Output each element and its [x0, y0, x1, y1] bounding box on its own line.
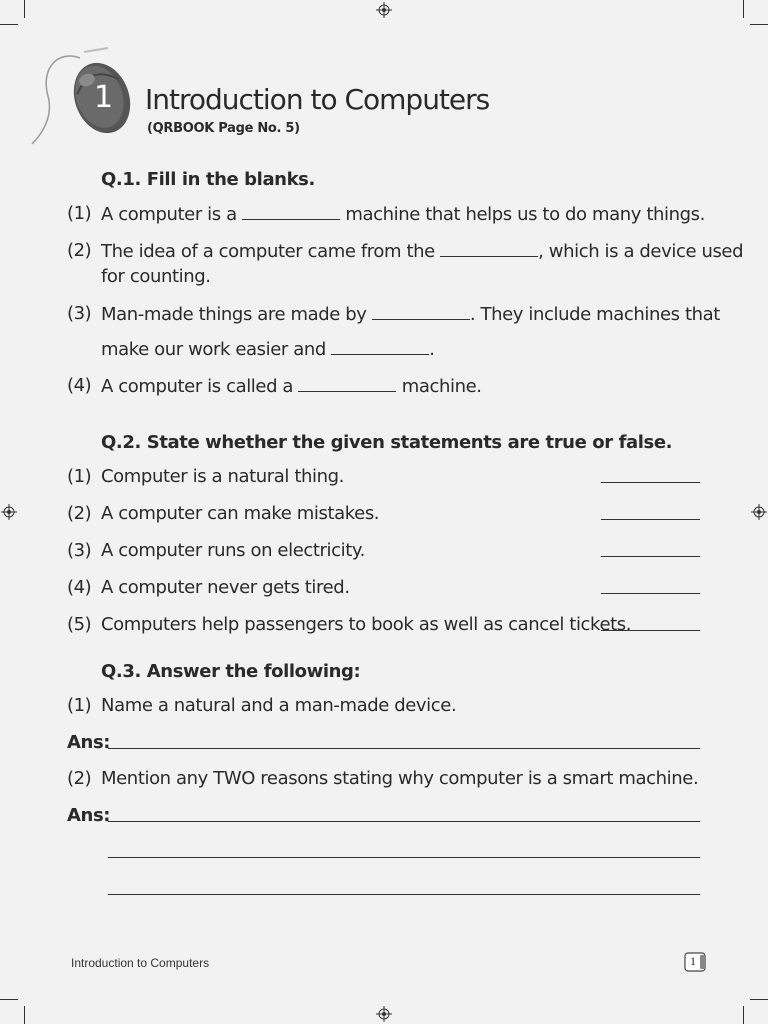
- crop-mark: [743, 1006, 744, 1024]
- q1-item-2: [101, 240, 743, 262]
- q3-item-text: Mention any TWO reasons stating why computer is a smart machine.: [101, 768, 699, 789]
- answer-blank[interactable]: [601, 519, 700, 520]
- answer-line[interactable]: [108, 857, 700, 858]
- q3-heading: Q.3. Answer the following:: [101, 661, 361, 682]
- registration-mark-icon: [751, 504, 767, 520]
- q1-item-3-continued: [101, 338, 435, 360]
- q1-item-3: [101, 303, 720, 325]
- q1-item-text: machine that helps us to do many things.: [340, 204, 705, 225]
- answer-line[interactable]: [108, 821, 700, 822]
- q1-item-text: , which is a device used: [538, 241, 744, 262]
- crop-mark: [750, 999, 768, 1000]
- crop-mark: [743, 0, 744, 18]
- answer-line[interactable]: [108, 894, 700, 895]
- registration-mark-icon: [376, 1006, 392, 1022]
- q1-item-text: . They include machines that: [469, 304, 720, 325]
- q1-item-4: [101, 375, 482, 397]
- q2-item-number: (3): [67, 540, 92, 561]
- q1-item-text: Man-made things are made by: [101, 304, 372, 325]
- q1-item-text: make our work easier and: [101, 339, 332, 360]
- chapter-number: 1: [94, 80, 114, 115]
- q1-item-number: (3): [67, 303, 92, 324]
- registration-mark-icon: [376, 2, 392, 18]
- q1-item-text: A computer is called a: [101, 376, 299, 397]
- q1-item-number: (2): [67, 240, 92, 261]
- crop-mark: [24, 1006, 25, 1024]
- q1-item-number: (4): [67, 375, 92, 396]
- answer-blank[interactable]: [601, 556, 700, 557]
- q3-item-text: Name a natural and a man-made device.: [101, 695, 457, 716]
- fill-blank[interactable]: [242, 203, 340, 220]
- q2-item-text: A computer never gets tired.: [101, 577, 350, 598]
- answer-blank[interactable]: [601, 593, 700, 594]
- page-number: 1: [690, 954, 696, 968]
- answer-blank[interactable]: [601, 630, 700, 631]
- q2-item-number: (4): [67, 577, 92, 598]
- q1-item-text: The idea of a computer came from the: [101, 241, 441, 262]
- answer-label: Ans:: [67, 732, 111, 753]
- fill-blank[interactable]: [298, 375, 396, 392]
- page-badge-icon: [684, 952, 708, 972]
- q1-item-text: machine.: [396, 376, 482, 397]
- q1-item-1: [101, 203, 705, 225]
- answer-blank[interactable]: [601, 482, 700, 483]
- q1-heading: Q.1. Fill in the blanks.: [101, 169, 315, 190]
- answer-line[interactable]: [108, 748, 700, 749]
- q2-item-number: (5): [67, 614, 92, 635]
- fill-blank[interactable]: [440, 240, 538, 257]
- q3-item-number: (1): [67, 695, 92, 716]
- q2-heading: Q.2. State whether the given statements are true or false.: [101, 432, 673, 453]
- q2-item-number: (2): [67, 503, 92, 524]
- q3-item-number: (2): [67, 768, 92, 789]
- book-reference: (QRBOOK Page No. 5): [147, 121, 300, 136]
- q2-item-number: (1): [67, 466, 92, 487]
- q1-item-text: A computer is a: [101, 204, 243, 225]
- computer-mouse-icon: [30, 46, 140, 146]
- registration-mark-icon: [1, 504, 17, 520]
- fill-blank[interactable]: [331, 338, 429, 355]
- footer-title: Introduction to Computers: [71, 956, 210, 970]
- q1-item-2-continued: for counting.: [101, 266, 211, 287]
- fill-blank[interactable]: [372, 303, 470, 320]
- crop-mark: [24, 0, 25, 18]
- chapter-badge: [30, 46, 140, 146]
- q2-item-text: A computer runs on electricity.: [101, 540, 365, 561]
- q1-item-text: .: [429, 339, 435, 360]
- crop-mark: [750, 24, 768, 25]
- page-number-badge: [684, 952, 708, 972]
- crop-mark: [0, 24, 18, 25]
- q1-item-number: (1): [67, 203, 92, 224]
- answer-label: Ans:: [67, 805, 111, 826]
- page-title: Introduction to Computers: [145, 83, 490, 116]
- crop-mark: [0, 999, 18, 1000]
- q2-item-text: Computer is a natural thing.: [101, 466, 344, 487]
- q2-item-text: A computer can make mistakes.: [101, 503, 380, 524]
- q2-item-text: Computers help passengers to book as well as cancel tickets.: [101, 614, 632, 635]
